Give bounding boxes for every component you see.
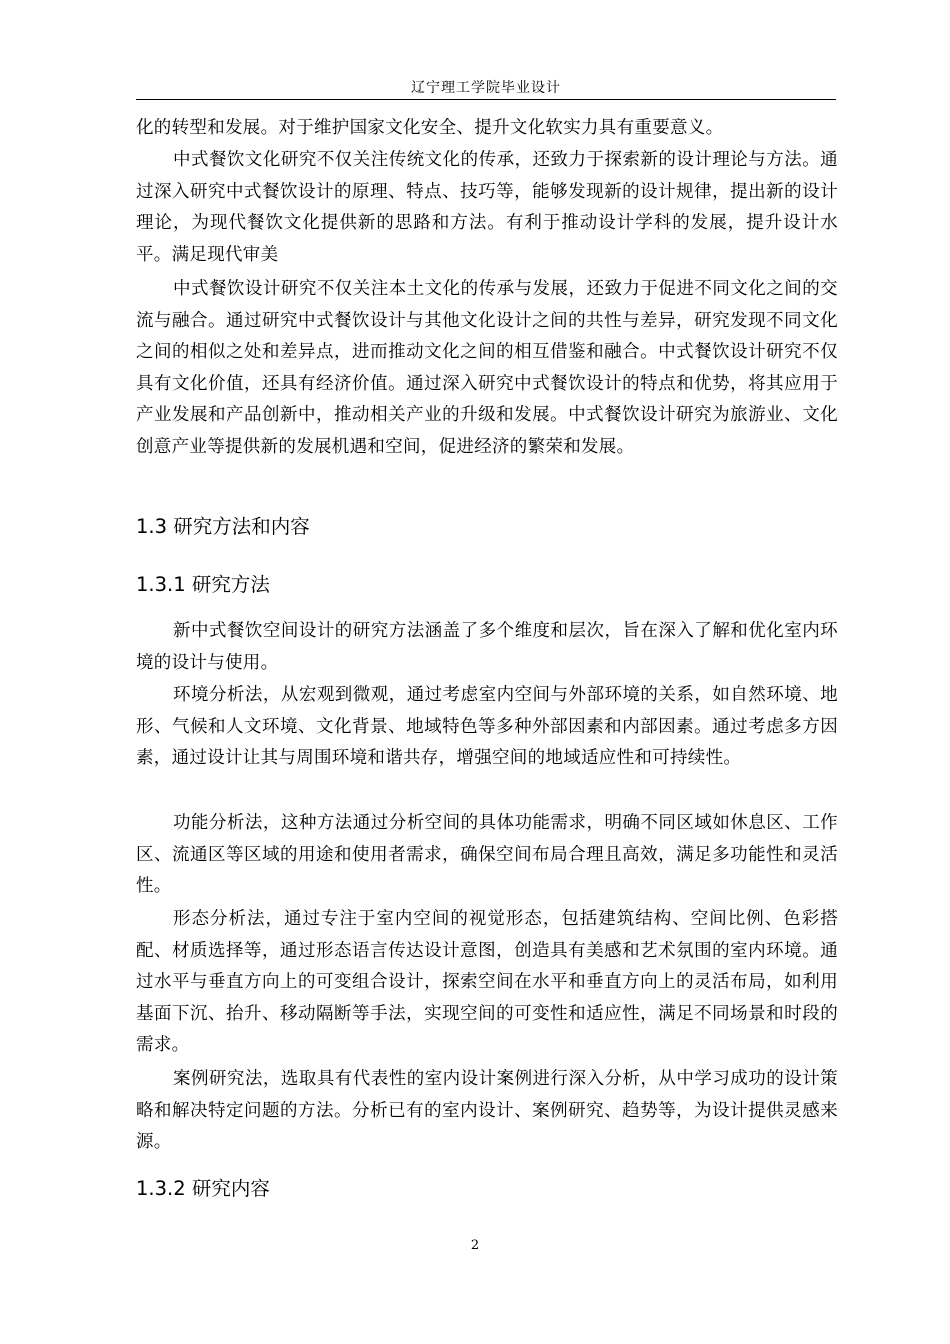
paragraph-design-theory: 中式餐饮文化研究不仅关注传统文化的传承，还致力于探索新的设计理论与方法。通过深入研究中式餐饮设计的原理、特点、技巧等，能够发现新的设计规律，提出新的设计理论，为现代餐饮文化提供新的思路和方法。有利于推动设计学科的发展，提升设计水平。满足现代审美 — [136, 150, 838, 265]
paragraph-cultural-exchange: 中式餐饮设计研究不仅关注本土文化的传承与发展，还致力于促进不同文化之间的交流与融合。通过研究中式餐饮设计与其他文化设计之间的共性与差异，研究发现不同文化之间的相似之处和差异点，进而推动文化之间的相互借鉴和融合。中式餐饮设计研究不仅具有文化价值，还具有经济价值。通过深入研究中式餐饮设计的特点和优势，将其应用于产业发展和产品创新中，推动相关产业的升级和发展。中式餐饮设计研究为旅游业、文化创意产业等提供新的发展机遇和空间，促进经济的繁荣和发展。 — [136, 279, 838, 457]
header-divider — [136, 99, 836, 100]
paragraph-function-analysis: 功能分析法，这种方法通过分析空间的具体功能需求，明确不同区域如休息区、工作区、流通区等区域的用途和使用者需求，确保空间布局合理且高效，满足多功能性和灵活性。 — [136, 813, 838, 896]
paragraph-environment-analysis: 环境分析法，从宏观到微观，通过考虑室内空间与外部环境的关系，如自然环境、地形、气候和人文环境、文化背景、地域特色等多种外部因素和内部因素。通过考虑多方因素，通过设计让其与周围环境和谐共存，增强空间的地域适应性和可持续性。 — [136, 685, 838, 768]
section-heading-1-3: 1.3 研究方法和内容 — [136, 515, 310, 538]
page-header-title: 辽宁理工学院毕业设计 — [411, 80, 561, 96]
paragraph-methods-intro: 新中式餐饮空间设计的研究方法涵盖了多个维度和层次，旨在深入了解和优化室内环境的设计与使用。 — [136, 621, 838, 673]
paragraph-continuation: 化的转型和发展。对于维护国家文化安全、提升文化软实力具有重要意义。 — [136, 118, 724, 138]
section-heading-1-3-2: 1.3.2 研究内容 — [136, 1177, 270, 1200]
section-heading-1-3-1: 1.3.1 研究方法 — [136, 573, 270, 596]
page-number: 2 — [470, 1238, 480, 1253]
paragraph-form-analysis: 形态分析法，通过专注于室内空间的视觉形态，包括建筑结构、空间比例、色彩搭配、材质选择等，通过形态语言传达设计意图，创造具有美感和艺术氛围的室内环境。通过水平与垂直方向上的可变组合设计，探索空间在水平和垂直方向上的灵活布局，如利用基面下沉、抬升、移动隔断等手法，实现空间的可变性和适应性，满足不同场景和时段的需求。 — [136, 909, 838, 1055]
paragraph-case-study: 案例研究法，选取具有代表性的室内设计案例进行深入分析，从中学习成功的设计策略和解决特定问题的方法。分析已有的室内设计、案例研究、趋势等，为设计提供灵感来源。 — [136, 1069, 838, 1152]
